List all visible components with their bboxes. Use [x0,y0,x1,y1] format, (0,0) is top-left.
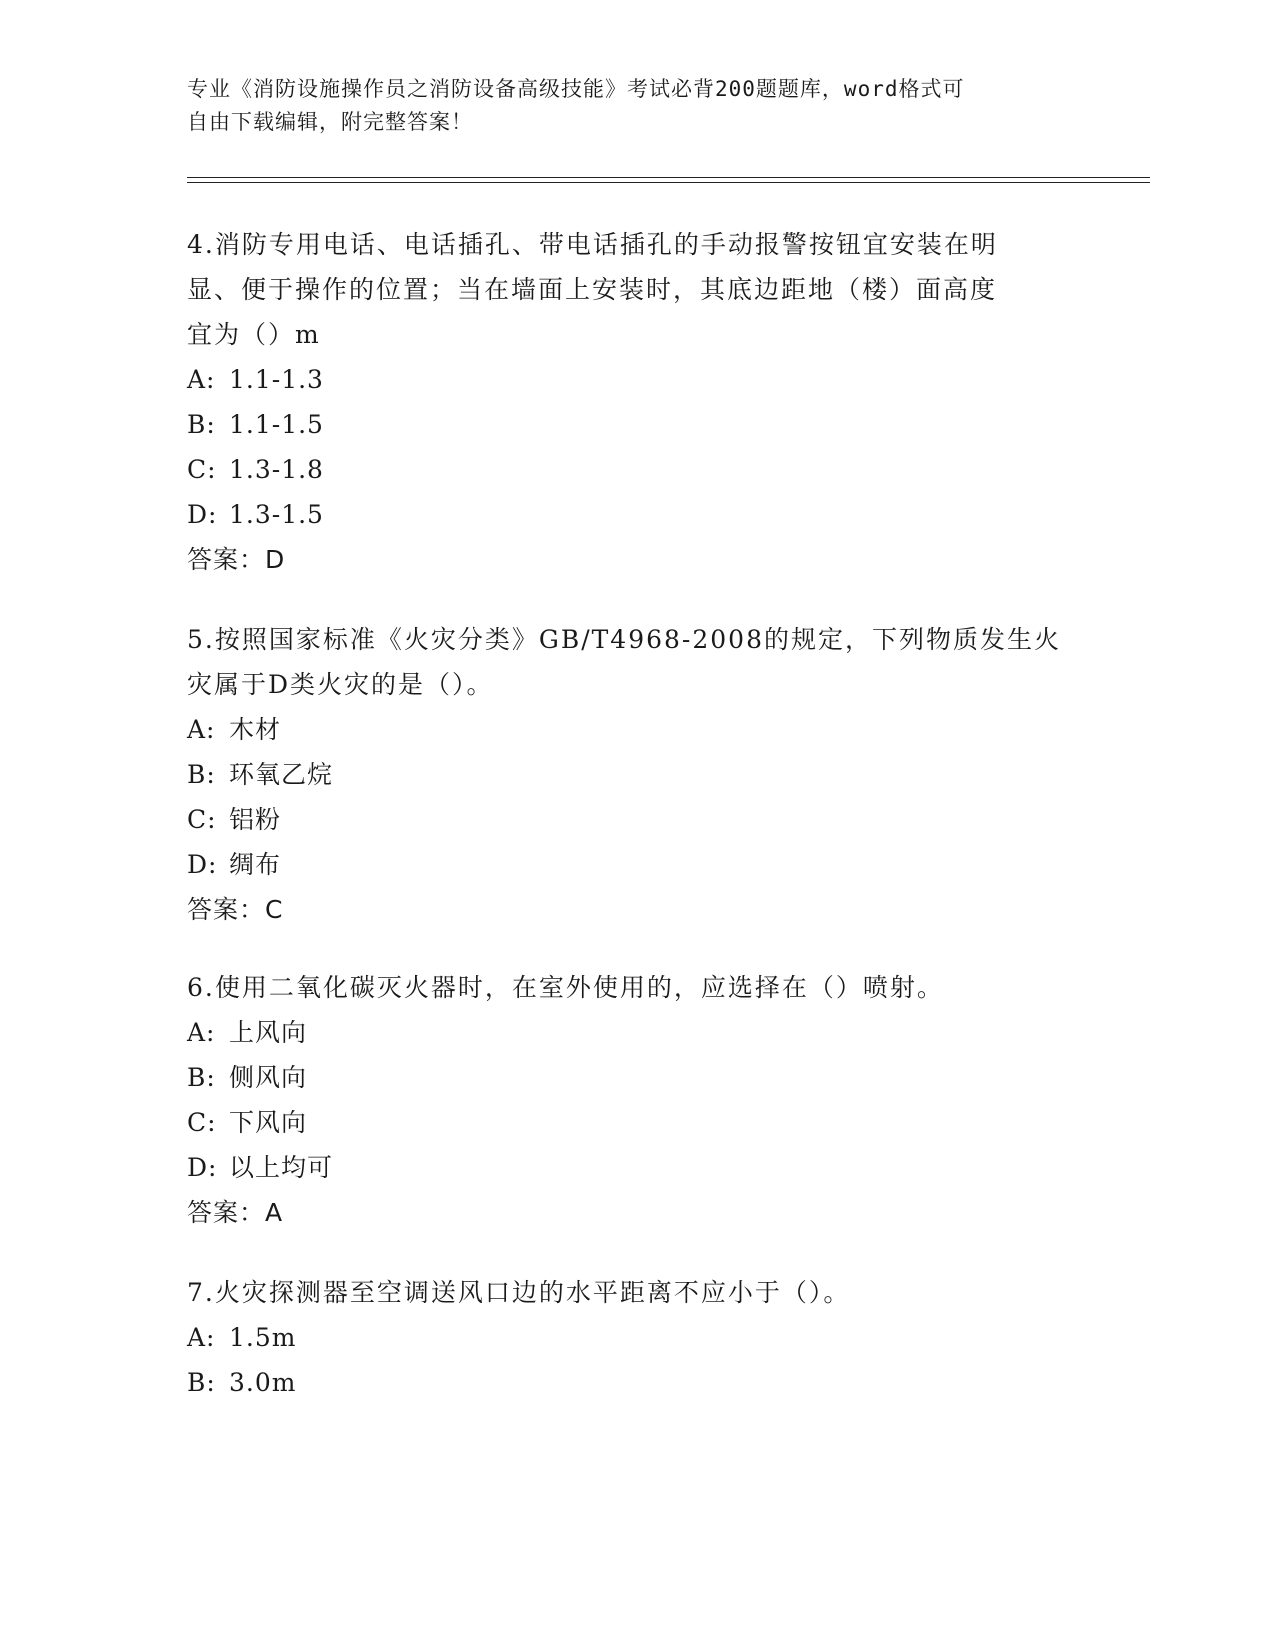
option-text: 1.3-1.8 [229,455,324,484]
option-key: B: [187,1063,216,1092]
option-d [187,842,1087,887]
header-line-1: 专业《消防设施操作员之消防设备高级技能》考试必背200题题库，word格式可 [187,77,965,101]
option-text: 上风向 [229,1018,308,1047]
option-text: 绸布 [229,850,282,879]
option-a [187,357,1087,402]
question-stem-line: 灾属于D类火灾的是（）。 [187,670,494,699]
option-b [187,1055,1087,1100]
question-stem [187,965,1087,1010]
option-key: A: [187,1323,216,1352]
option-a [187,1010,1087,1055]
option-key: A: [187,1018,216,1047]
question-stem-line: 4.消防专用电话、电话插孔、带电话插孔的手动报警按钮宜安装在明 [187,230,998,259]
header-line-2: 自由下载编辑，附完整答案！ [187,110,473,134]
question-stem-line: 5.按照国家标准《火灾分类》GB/T4968-2008的规定，下列物质发生火 [187,625,1061,654]
option-key: B: [187,410,216,439]
question-stem-line: 7.火灾探测器至空调送风口边的水平距离不应小于（）。 [187,1278,851,1307]
option-key: B: [187,760,216,789]
option-key: C: [187,805,217,834]
option-key: B: [187,1368,216,1397]
option-text: 木材 [229,715,282,744]
answer-label: 答案：A [187,1198,284,1227]
question-stem [187,1270,1087,1315]
option-key: C: [187,1108,217,1137]
option-key: C: [187,455,217,484]
header-divider-bottom [187,182,1150,183]
question-stem-line: 宜为（）m [187,320,321,349]
question-4 [187,222,1087,582]
option-text: 3.0m [229,1368,297,1397]
option-c [187,797,1087,842]
question-stem-line: 显、便于操作的位置；当在墙面上安装时，其底边距地（楼）面高度 [187,275,998,304]
option-text: 以上均可 [229,1153,334,1182]
option-text: 铝粉 [229,805,282,834]
question-stem [187,617,1087,707]
option-key: A: [187,715,216,744]
option-b [187,402,1087,447]
question-5 [187,617,1087,932]
option-text: 1.5m [229,1323,297,1352]
answer-label: 答案：C [187,895,284,924]
option-key: D: [187,500,218,529]
option-a [187,707,1087,752]
question-6 [187,965,1087,1235]
option-text: 下风向 [229,1108,308,1137]
header-divider-top [187,177,1150,178]
question-stem [187,222,1087,357]
option-d [187,492,1087,537]
option-text: 1.3-1.5 [229,500,324,529]
option-text: 1.1-1.5 [229,410,324,439]
option-key: D: [187,1153,218,1182]
option-text: 1.1-1.3 [229,365,324,394]
option-c [187,1100,1087,1145]
answer-label: 答案：D [187,545,286,574]
option-b [187,1360,1087,1405]
document-header [187,73,1087,139]
option-text: 侧风向 [229,1063,308,1092]
option-key: D: [187,850,218,879]
option-d [187,1145,1087,1190]
option-key: A: [187,365,216,394]
option-b [187,752,1087,797]
option-c [187,447,1087,492]
question-stem-line: 6.使用二氧化碳灭火器时，在室外使用的，应选择在（）喷射。 [187,973,944,1002]
question-7 [187,1270,1087,1405]
option-a [187,1315,1087,1360]
option-text: 环氧乙烷 [229,760,334,789]
